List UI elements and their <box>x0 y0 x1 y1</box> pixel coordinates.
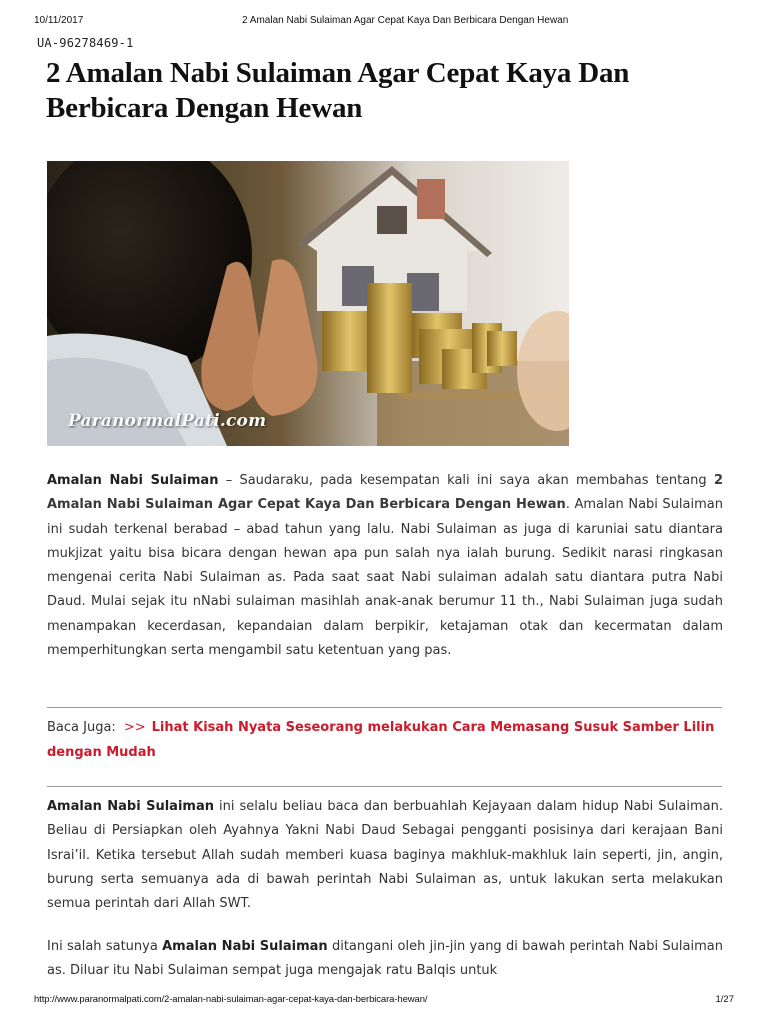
paragraph-third <box>47 935 723 984</box>
paragraph-text: Ini salah satunya <box>47 939 163 954</box>
paragraph-text: ditangani oleh jin-jin yang di bawah perintah Nabi Sulaiman as. Diluar itu Nabi Sulaiman sempat juga mengajak ratu Balqis untuk <box>47 939 723 979</box>
print-doc-title: 2 Amalan Nabi Sulaiman Agar Cepat Kaya Dan Berbicara Dengan Hewan <box>242 15 569 26</box>
divider-top <box>47 707 722 708</box>
bold-keyword: Amalan Nabi Sulaiman <box>162 939 328 954</box>
hero-image <box>47 161 569 446</box>
paragraph-text: – Saudaraku, pada kesempatan kali ini saya akan membahas tentang <box>218 473 714 488</box>
paragraph-second <box>47 795 723 916</box>
hero-illustration <box>47 161 569 446</box>
paragraph-text: . Amalan Nabi Sulaiman ini sudah terkenal berabad – abad tahun yang lalu. Nabi Sulaiman as juga di karuniai satu diantara mukjizat yaitu bisa bicara dengan hewan apa pun salah nya ialah burung. Sedikit narasi ringkasan mengenai cerita Nabi Sulaiman as. Pada saat saat Nabi sulaiman adalah satu diantara putra Nabi Daud. Mulai sejak itu nNabi sulaiman masihlah anak-anak berumur 11 th., Nabi Sulaiman juga sudah menampakan kecerdasan, kepandaian dalam berpikir, ketajaman otak dan kecermatan dalam memperhitungkan serta mengambil satu ketentuan yang pas. <box>47 497 723 659</box>
print-header <box>34 15 734 29</box>
print-url: http://www.paranormalpati.com/2-amalan-nabi-sulaiman-agar-cepat-kaya-dan-berbicara-hewan/ <box>34 994 428 1005</box>
divider-bottom <box>47 786 722 787</box>
image-watermark: ParanormalPati.com <box>68 411 267 431</box>
read-also-link[interactable]: Lihat Kisah Nyata Seseorang melakukan Cara Memasang Susuk Samber Lilin dengan Mudah <box>47 720 715 760</box>
read-also-box <box>47 716 722 765</box>
keyword-highlight: 2 Amalan Nabi Sulaiman Agar Cepat Kaya Dan Berbicara Dengan Hewan <box>47 473 723 513</box>
double-arrow-icon: >> <box>123 720 146 735</box>
bold-lead: Amalan Nabi Sulaiman <box>47 799 214 814</box>
page-title: 2 Amalan Nabi Sulaiman Agar Cepat Kaya Dan Berbicara Dengan Hewan <box>46 57 630 124</box>
paragraph-intro <box>47 469 723 663</box>
bold-lead: Amalan Nabi Sulaiman <box>47 473 219 488</box>
page-number: 1/27 <box>715 994 734 1005</box>
print-date: 10/11/2017 <box>34 15 84 26</box>
read-also-label: Baca Juga: <box>47 720 116 735</box>
analytics-code: UA-96278469-1 <box>37 36 134 50</box>
paragraph-text: ini selalu beliau baca dan berbuahlah Kejayaan dalam hidup Nabi Sulaiman. Beliau di Persiapkan oleh Ayahnya Yakni Nabi Daud Sebagai pengganti posisinya dari kerajaan Bani Israi’il. Ketika tersebut Allah sudah memberi kuasa baginya makhluk-makhluk lain seperti, jin, angin, burung serta semuanya ada di bawah perintah Nabi Sulaiman as, untuk lakukan serta melakukan semua perintah dari Allah SWT. <box>47 799 723 912</box>
